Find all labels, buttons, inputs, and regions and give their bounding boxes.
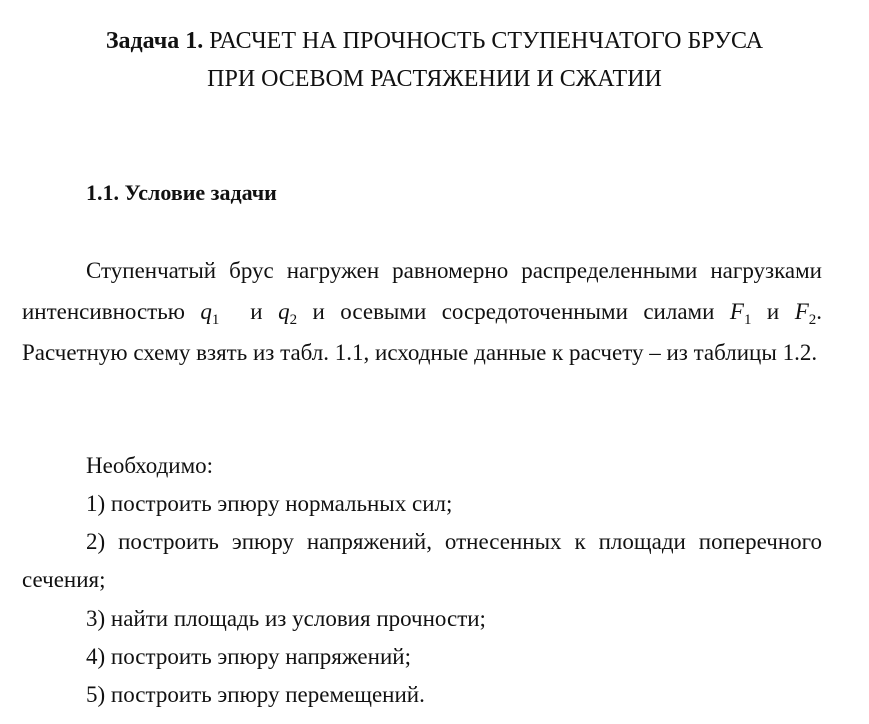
condition-text-4: и	[751, 299, 795, 324]
condition-text-3: и осевыми сосредоточенными силами	[297, 299, 730, 324]
condition-text-1: Ступенчатый брус нагружен равномерно распределенными нагрузками интенсивностью	[22, 258, 822, 324]
task-title-line-1	[0, 22, 869, 60]
q2-symbol: $q_2$	[278, 299, 298, 328]
condition-text-2: и	[219, 299, 279, 324]
required-item-5: 5) построить эпюру перемещений.	[86, 682, 425, 707]
task-title	[0, 22, 869, 98]
task-number: Задача 1.	[105, 28, 204, 54]
required-item-2: 2) построить эпюру напряжений, отнесенных к площади поперечного сечения;	[22, 529, 822, 592]
q1-symbol: $q_1$	[200, 299, 220, 328]
f2-symbol: $F_2$	[794, 299, 817, 328]
required-heading: Необходимо:	[86, 453, 214, 478]
task-title-line-2: ПРИ ОСЕВОМ РАСТЯЖЕНИИ И СЖАТИИ	[207, 66, 662, 92]
required-item-3: 3) найти площадь из условия прочности;	[86, 606, 486, 631]
f1-symbol: $F_1$	[729, 299, 752, 328]
required-item-4: 4) построить эпюру напряжений;	[86, 644, 411, 669]
section-heading: 1.1. Условие задачи	[86, 180, 277, 205]
task-title-text-1: РАСЧЕТ НА ПРОЧНОСТЬ СТУПЕНЧАТОГО БРУСА	[209, 28, 764, 54]
required-item-1: 1) построить эпюру нормальных сил;	[86, 491, 453, 516]
condition-text-5: . Расчетную схему взять из табл. 1.1, исходные данные к расчету – из таблицы 1.2.	[22, 299, 822, 365]
condition-paragraph	[22, 250, 822, 373]
